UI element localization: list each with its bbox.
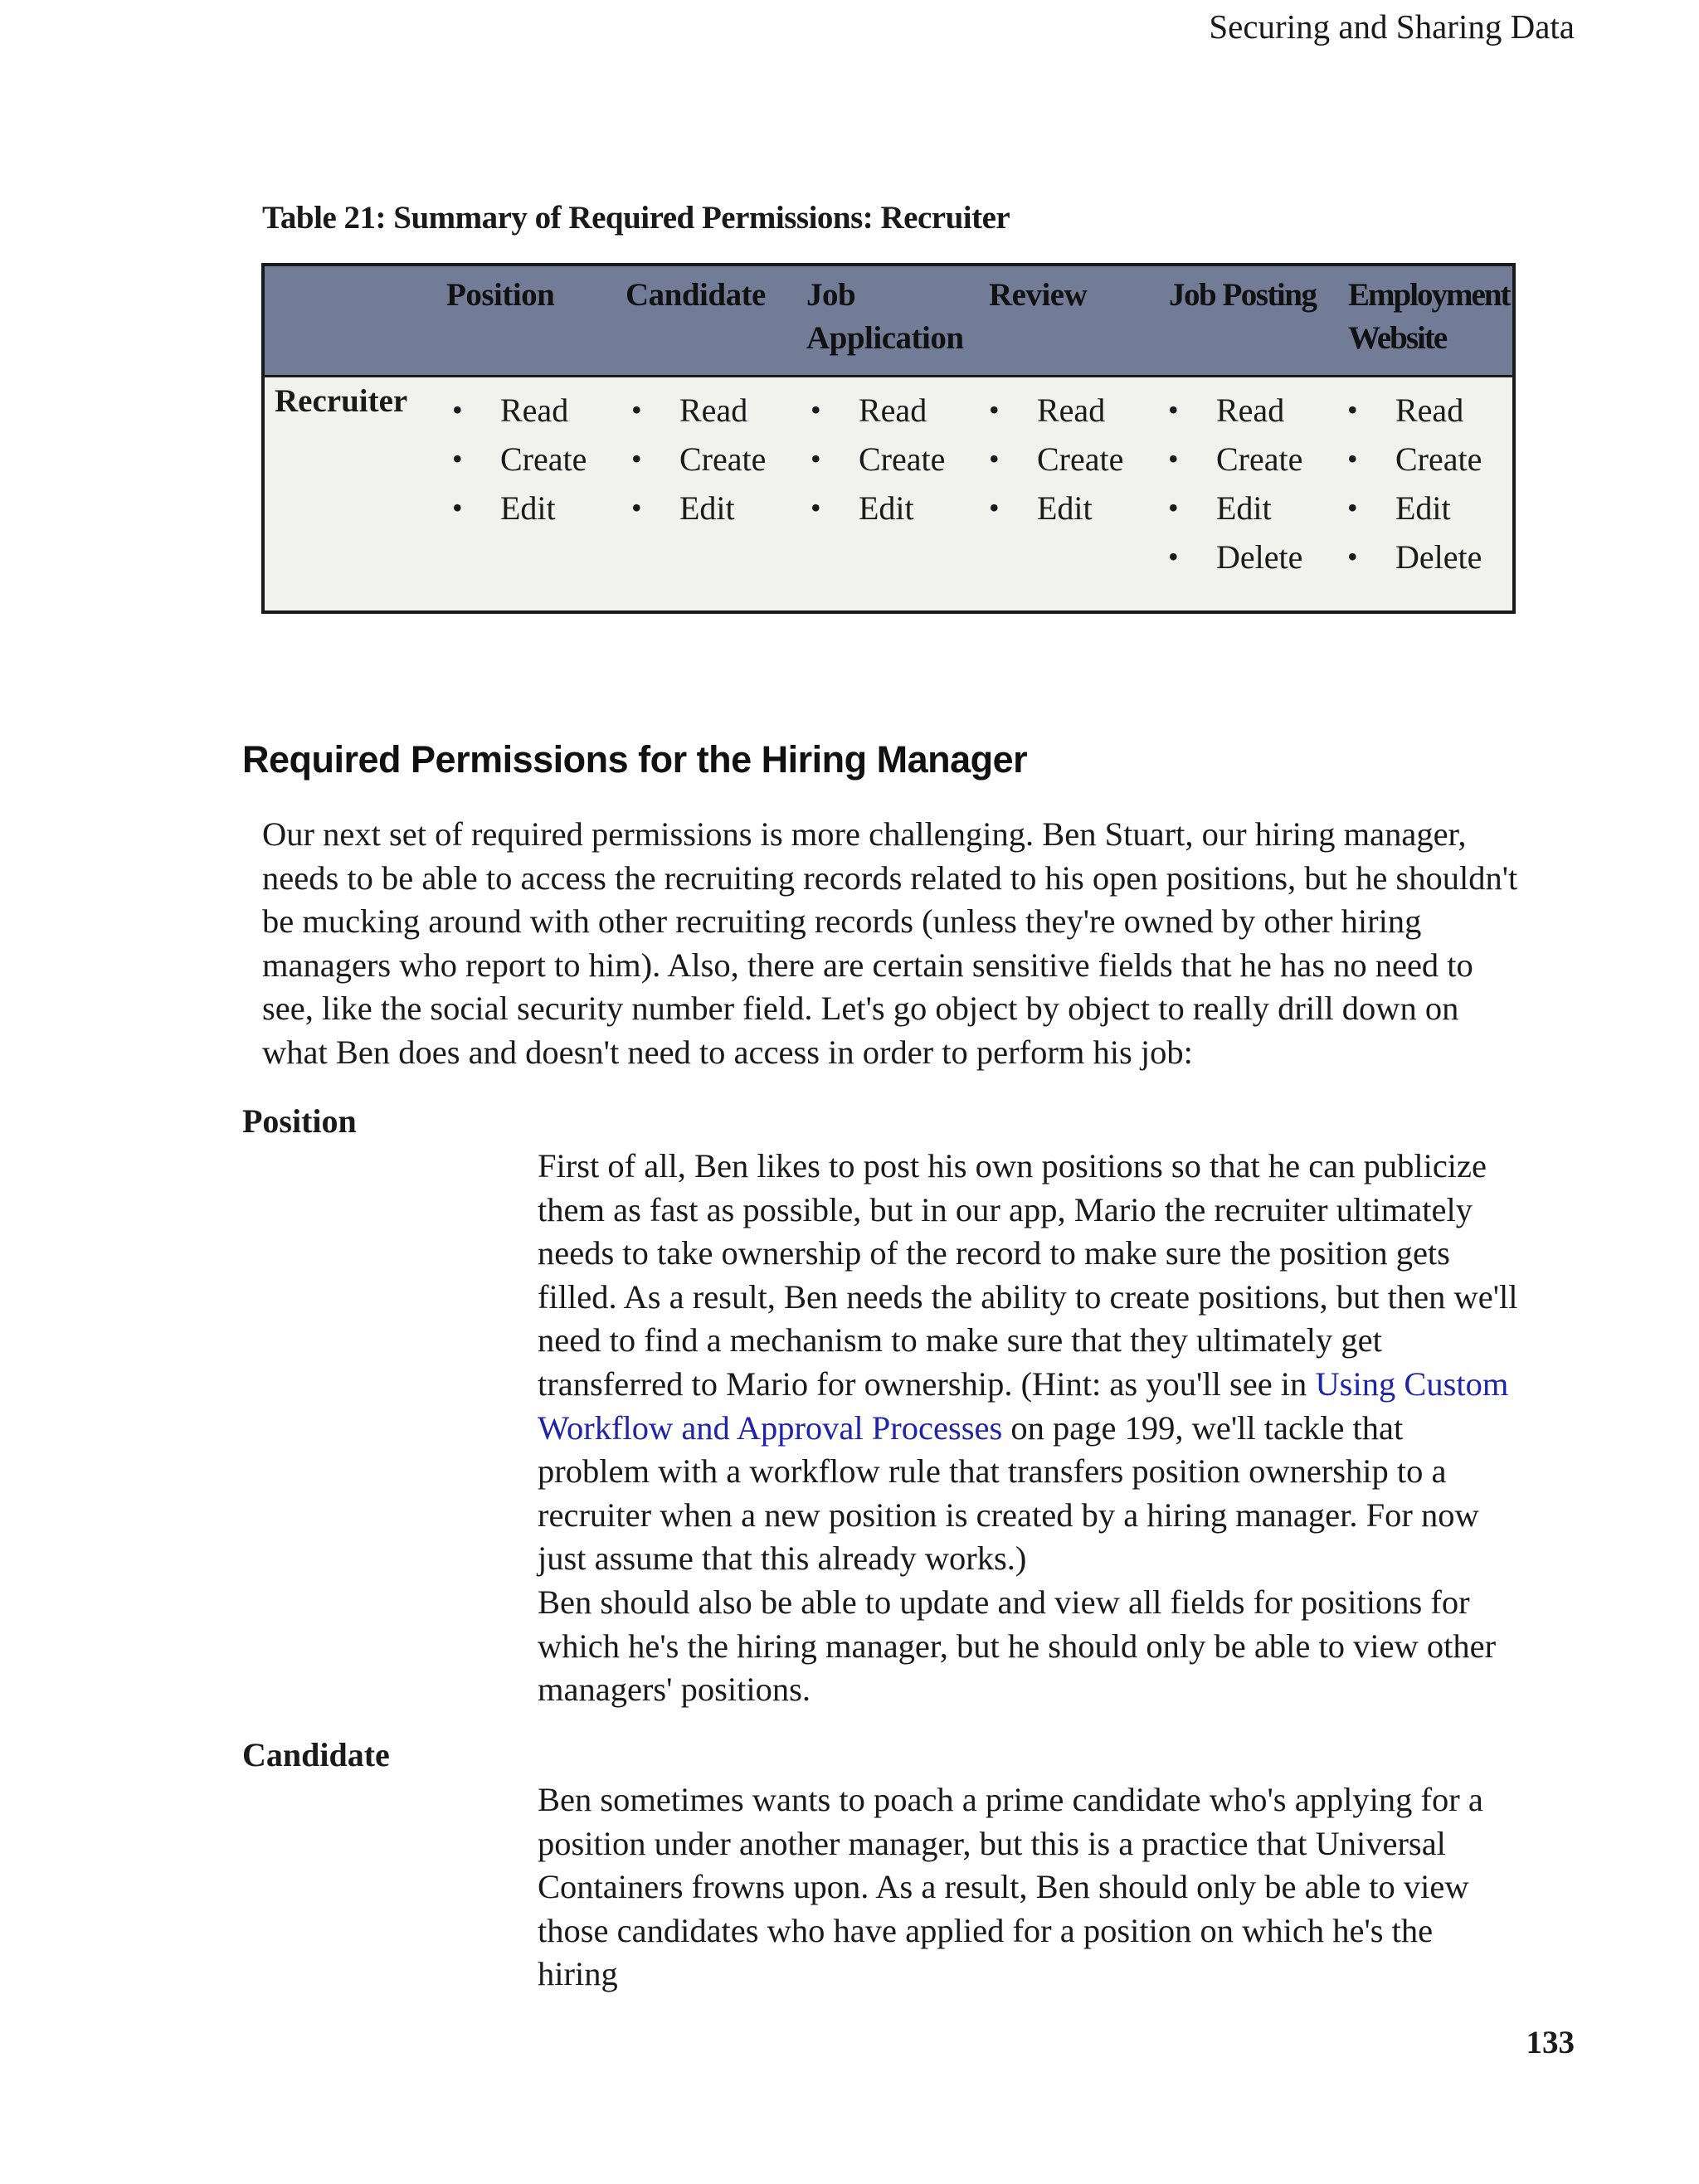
permission-item: • Read [1168, 386, 1302, 435]
permission-item: • Create [1347, 435, 1482, 484]
table-caption: Table 21: Summary of Required Permissions: Recruiter [262, 200, 1010, 236]
cell-candidate [631, 386, 766, 533]
cell-position [452, 386, 587, 533]
term-position: Position [242, 1102, 357, 1140]
definition-candidate [538, 1778, 1521, 1997]
cell-review [989, 386, 1123, 533]
permission-item: • Create [1168, 435, 1302, 484]
permission-item: • Create [811, 435, 945, 484]
row-header-recruiter: Recruiter [275, 383, 408, 419]
cell-employment-website [1347, 386, 1482, 581]
permission-item: • Read [452, 386, 587, 435]
cell-job-posting [1168, 386, 1302, 581]
permission-item: • Edit [631, 484, 766, 533]
column-header-job-posting: Job Posting [1169, 277, 1317, 313]
position-paragraph-1: First of all, Ben likes to post his own positions so that he can publicize them as fast as possible, but in our app, Mario the recruiter ultimately needs to take ownership of the record to make sure the position gets filled. As a result, Ben needs the ability to create positions, but then we'll need to find a mechanism to make sure that they ultimately get transferred to Mario for ownership. (Hint: as you'll see in Using Custom Workflow and Approval Processes on page 199, we'll tackle that problem with a workflow rule that transfers position ownership to a recruiter when a new position is created by a hiring manager. For now just assume that this already works.) [538, 1147, 1518, 1578]
definition-position [538, 1145, 1521, 1712]
permission-item: • Create [452, 435, 587, 484]
running-header: Securing and Sharing Data [1209, 7, 1575, 46]
section-title: Required Permissions for the Hiring Manager [242, 738, 1028, 781]
table-header-row [265, 266, 1512, 377]
intro-paragraph: Our next set of required permissions is more challenging. Ben Stuart, our hiring manager, needs to be able to access the recruiting records related to his open positions, but he shouldn't be mucking around with other recruiting records (unless they're owned by other hiring managers who report to him). Also, there are certain sensitive fields that he has no need to see, like the social security number field. Let's go object by object to really drill down on what Ben does and doesn't need to access in order to perform his job: [262, 815, 1518, 1071]
term-candidate: Candidate [242, 1736, 390, 1773]
permission-item: • Edit [1168, 484, 1302, 533]
position-paragraph-2: Ben should also be able to update and view all fields for positions for which he's the hiring manager, but he should only be able to view other managers' positions. [538, 1583, 1497, 1709]
column-header-position: Position [446, 277, 555, 313]
page-number: 133 [1526, 2025, 1575, 2060]
permission-item: • Edit [1347, 484, 1482, 533]
permission-item: • Read [811, 386, 945, 435]
permission-item: • Create [989, 435, 1123, 484]
permission-item: • Delete [1347, 533, 1482, 581]
column-header-employment-website: Employment Website [1348, 277, 1510, 356]
column-header-job-application: Job Application [806, 277, 964, 356]
permission-item: • Read [1347, 386, 1482, 435]
permission-item: • Edit [452, 484, 587, 533]
permission-item: • Create [631, 435, 766, 484]
xref-link-custom-workflow[interactable]: Using Custom Workflow and Approval Processes [538, 1364, 1509, 1447]
permission-item: • Read [631, 386, 766, 435]
permission-item: • Read [989, 386, 1123, 435]
permission-item: • Edit [811, 484, 945, 533]
candidate-paragraph-1: Ben sometimes wants to poach a prime candidate who's applying for a position under another manager, but this is a practice that Universal Containers frowns upon. As a result, Ben should only be able to view those candidates who have applied for a position on which he's the hiring [538, 1781, 1483, 1993]
column-header-review: Review [989, 277, 1088, 313]
permissions-table [261, 263, 1516, 614]
cell-job-application [811, 386, 945, 533]
permission-item: • Edit [989, 484, 1123, 533]
column-header-candidate: Candidate [626, 277, 766, 313]
permission-item: • Delete [1168, 533, 1302, 581]
